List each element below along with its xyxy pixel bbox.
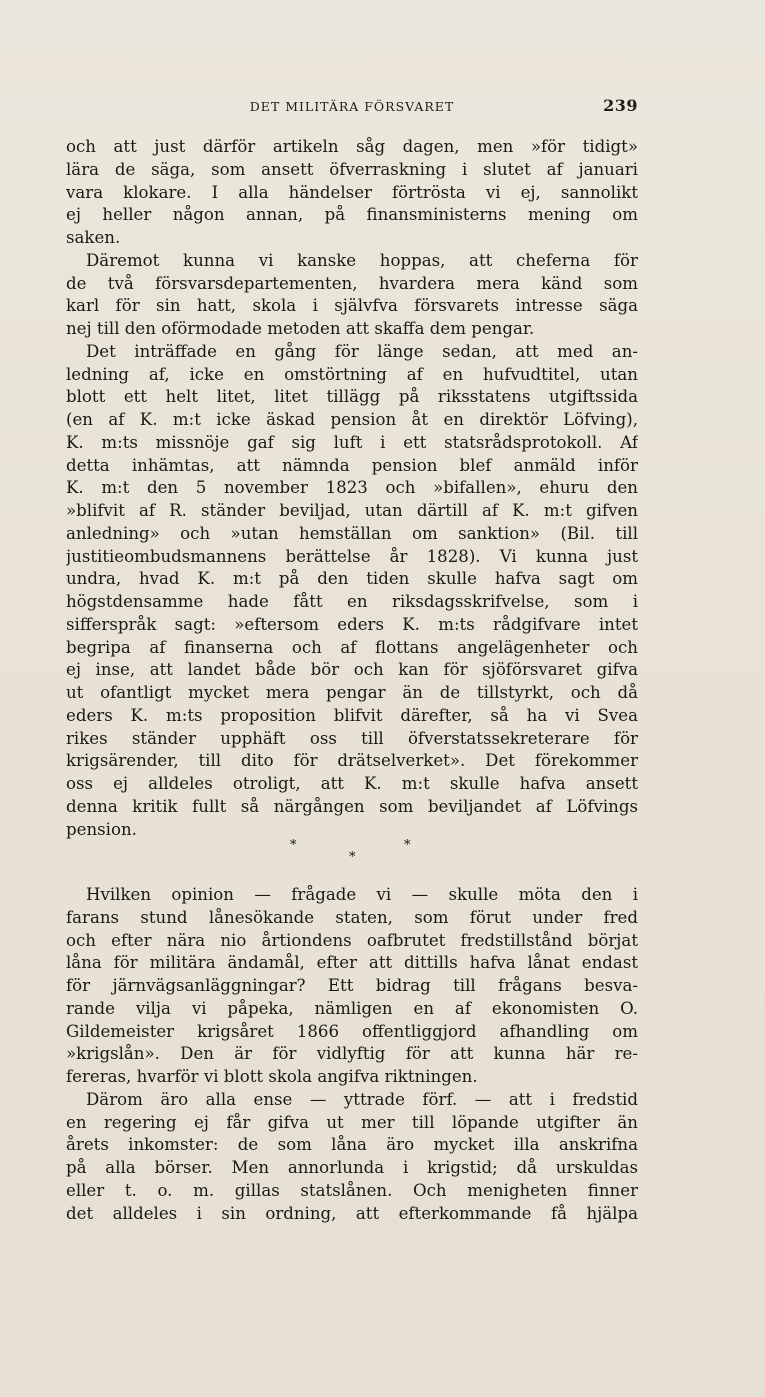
text-line: och efter nära nio årtiondens oafbrutet fredstillstånd börjat <box>66 930 638 950</box>
text-line: rande vilja vi påpeka, nämligen en af ekonomisten O. <box>66 998 638 1018</box>
text-line: K. m:t den 5 november 1823 och »bifallen», ehuru den <box>66 478 638 498</box>
section-2-text <box>66 884 638 1225</box>
text-line: karl för sin hatt, skola i självfva försvarets intresse säga <box>66 296 638 316</box>
text-line: anledning» och »utan hemställan om sanktion» (Bil. till <box>66 523 638 543</box>
text-line: årets inkomster: de som låna äro mycket illa anskrifna <box>66 1135 638 1155</box>
text-line: ut ofantligt mycket mera pengar än de tillstyrkt, och då <box>66 683 638 702</box>
text-line: ledning af, icke en omstörtning af en hufvudtitel, utan <box>66 364 638 384</box>
page-header <box>66 96 638 118</box>
text-line: lära de säga, som ansett öfverraskning i slutet af januari <box>66 159 638 179</box>
text-line: ej heller någon annan, på finansministerns mening om <box>66 205 638 225</box>
text-line: krigsärender, till dito för drätselverket». Det förekommer <box>66 751 638 771</box>
text-line: K. m:ts missnöje gaf sig luft i ett statsrådsprotokoll. Af <box>66 432 638 452</box>
text-line: saken. <box>66 228 121 247</box>
running-head: DET MILITÄRA FÖRSVARET <box>249 99 455 114</box>
text-line: undra, hvad K. m:t på den tiden skulle hafva sagt om <box>66 569 638 589</box>
text-line: rikes ständer upphäft oss till öfverstatssekreterare för <box>66 728 638 748</box>
text-line: Däremot kunna vi kanske hoppas, att cheferna för <box>86 250 638 270</box>
text-line: vara klokare. I alla händelser förtrösta vi ej, sannolikt <box>66 182 638 202</box>
text-line: ej inse, att landet både bör och kan för sjöförsvaret gifva <box>66 660 638 680</box>
text-line: fereras, hvarför vi blott skola angifva riktningen. <box>66 1067 478 1086</box>
text-line: Därom äro alla ense — yttrade förf. — att i fredstid <box>86 1089 638 1109</box>
text-line: blott ett helt litet, litet tillägg på riksstatens utgiftssida <box>66 387 638 407</box>
text-line: oss ej alldeles otroligt, att K. m:t skulle hafva ansett <box>66 774 638 793</box>
section-separator <box>0 838 765 868</box>
separator-star: * <box>404 838 411 853</box>
text-line: begripa af finanserna och af flottans angelägenheter och <box>66 637 638 657</box>
text-line: Hvilken opinion — frågade vi — skulle möta den i <box>86 885 638 904</box>
text-line: för järnvägsanläggningar? Ett bidrag till frågans besva- <box>66 976 638 995</box>
text-line: denna kritik fullt så närgången som beviljandet af Löfvings <box>66 796 638 816</box>
text-line: en regering ej får gifva ut mer till löpande utgifter än <box>66 1112 638 1132</box>
text-line: eller t. o. m. gillas statslånen. Och menigheten finner <box>66 1180 638 1200</box>
separator-star: * <box>290 838 297 853</box>
text-line: »blifvit af R. ständer beviljad, utan därtill af K. m:t gifven <box>66 501 638 520</box>
text-line: farans stund lånesökande staten, som förut under fred <box>66 907 638 927</box>
text-line: låna för militära ändamål, efter att dittills hafva lånat endast <box>66 953 638 973</box>
text-line: eders K. m:ts proposition blifvit därefter, så ha vi Svea <box>66 705 638 725</box>
text-line: Gildemeister krigsåret 1866 offentliggjord afhandling om <box>66 1021 638 1041</box>
text-line: justitieombudsmannens berättelse år 1828). Vi kunna just <box>66 546 638 566</box>
text-line: (en af K. m:t icke äskad pension åt en direktör Löfving), <box>66 410 638 429</box>
separator-star: * <box>349 850 356 865</box>
text-line: det alldeles i sin ordning, att efterkommande få hjälpa <box>66 1203 638 1223</box>
text-line: sifferspråk sagt: »eftersom eders K. m:ts rådgifvare intet <box>66 614 638 634</box>
text-line: och att just därför artikeln såg dagen, men »för tidigt» <box>66 137 638 156</box>
section-1-text <box>66 136 638 841</box>
text-line: detta inhämtas, att nämnda pension blef anmäld inför <box>66 455 638 475</box>
text-line: på alla börser. Men annorlunda i krigstid; då urskuldas <box>66 1158 638 1177</box>
text-line: »krigslån». Den är för vidlyftig för att kunna här re- <box>66 1044 638 1064</box>
text-line: högstdensamme hade fått en riksdagsskrifvelse, som i <box>66 592 638 611</box>
page-number: 239 <box>603 96 638 115</box>
text-line: Det inträffade en gång för länge sedan, att med an- <box>86 341 638 361</box>
text-line: de två försvarsdepartementen, hvardera mera känd som <box>66 273 638 293</box>
text-line: pension. <box>66 819 137 839</box>
text-line: nej till den oförmodade metoden att skaffa dem pengar. <box>66 319 535 338</box>
